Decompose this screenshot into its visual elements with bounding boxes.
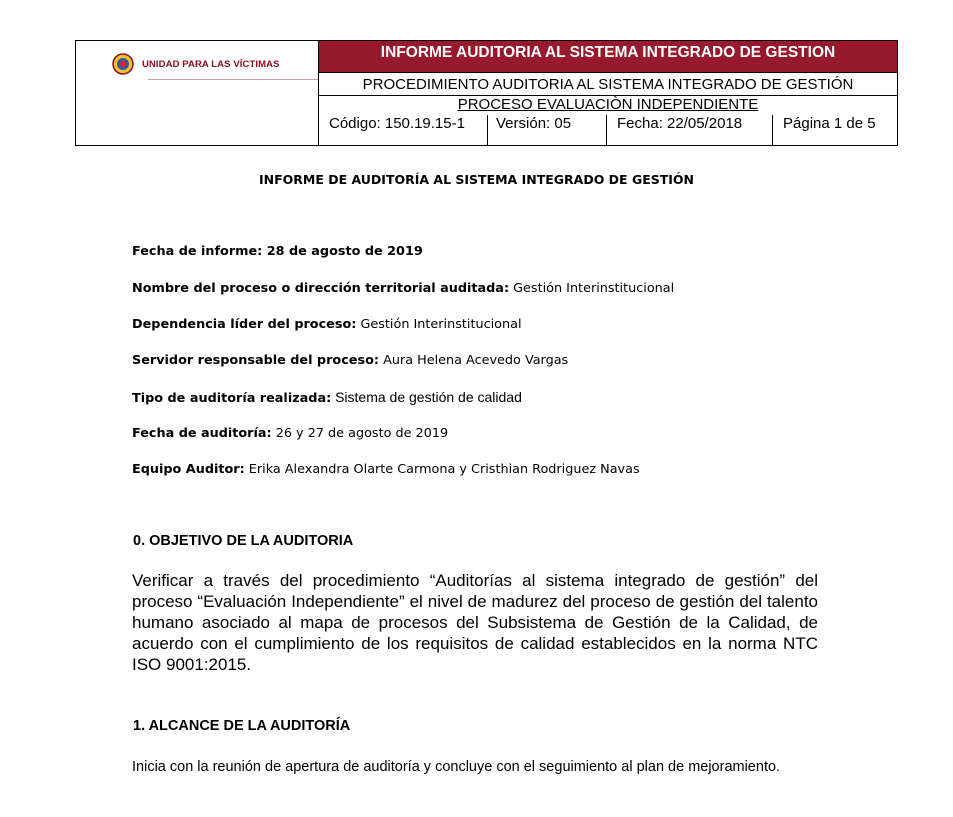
document-header-table <box>75 40 898 146</box>
document-date: Fecha: 22/05/2018 <box>606 115 742 145</box>
page-number: Página 1 de 5 <box>772 115 876 145</box>
scope-paragraph: Inicia con la reunión de apertura de auditoría y concluye con el seguimiento al plan de mejoramiento. <box>132 759 781 775</box>
document-code: Código: 150.19.15-1 <box>329 115 465 132</box>
process-name-label: Nombre del proceso o dirección territorial auditada: <box>132 281 510 296</box>
audit-date-field <box>132 426 448 441</box>
audit-team-field <box>132 462 640 477</box>
audit-type-field <box>132 389 522 406</box>
logo-underline <box>148 79 318 80</box>
dependency-field <box>132 317 522 332</box>
process-name-text: PROCESO EVALUACIÒN INDEPENDIENTE <box>457 96 759 113</box>
audit-team-value: Erika Alexandra Olarte Carmona y Cristhian Rodriguez Navas <box>244 462 640 477</box>
objective-paragraph: Verificar a través del procedimiento “Auditorías al sistema integrado de gestión” del proceso “Evaluación Independiente” el nivel de madurez del proceso de gestión del talento humano asociado al mapa de procesos del Subsistema de Gestión de la Calidad, de acuerdo con el cumplimiento de los requisitos de calidad establecidos en la norma NTC ISO 9001:2015. <box>132 571 818 674</box>
header-meta-row <box>319 115 897 145</box>
report-date-field <box>132 244 423 259</box>
audit-date-value: 26 y 27 de agosto de 2019 <box>271 426 449 441</box>
logo-cell <box>76 41 319 145</box>
document-version: Versión: 05 <box>487 115 571 145</box>
responsible-field <box>132 353 568 368</box>
document-title: INFORME DE AUDITORÍA AL SISTEMA INTEGRADO DE GESTIÓN <box>258 172 695 187</box>
scope-heading: 1. ALCANCE DE LA AUDITORÍA <box>133 718 351 734</box>
process-name-value: Gestión Interinstitucional <box>509 281 675 296</box>
audit-type-value: Sistema de gestión de calidad <box>331 389 522 405</box>
organization-logo <box>112 53 280 75</box>
procedure-name: PROCEDIMIENTO AUDITORIA AL SISTEMA INTEGRADO DE GESTIÓN <box>319 73 897 96</box>
header-title: INFORME AUDITORIA AL SISTEMA INTEGRADO DE GESTION <box>319 41 897 73</box>
dependency-label: Dependencia líder del proceso: <box>132 317 357 332</box>
responsible-label: Servidor responsable del proceso: <box>132 353 379 368</box>
coat-of-arms-icon <box>112 53 134 75</box>
dependency-value: Gestión Interinstitucional <box>356 317 522 332</box>
process-name <box>319 96 897 115</box>
audit-type-label: Tipo de auditoría realizada: <box>132 391 332 406</box>
responsible-value: Aura Helena Acevedo Vargas <box>379 353 569 368</box>
header-info <box>319 41 897 145</box>
process-name-field <box>132 281 674 296</box>
audit-team-label: Equipo Auditor: <box>132 462 245 477</box>
report-date-label: Fecha de informe: 28 de agosto de 2019 <box>132 244 423 259</box>
objective-heading: 0. OBJETIVO DE LA AUDITORIA <box>133 533 354 549</box>
logo-text: UNIDAD PARA LAS VÍCTIMAS <box>142 58 280 70</box>
audit-date-label: Fecha de auditoría: <box>132 426 272 441</box>
